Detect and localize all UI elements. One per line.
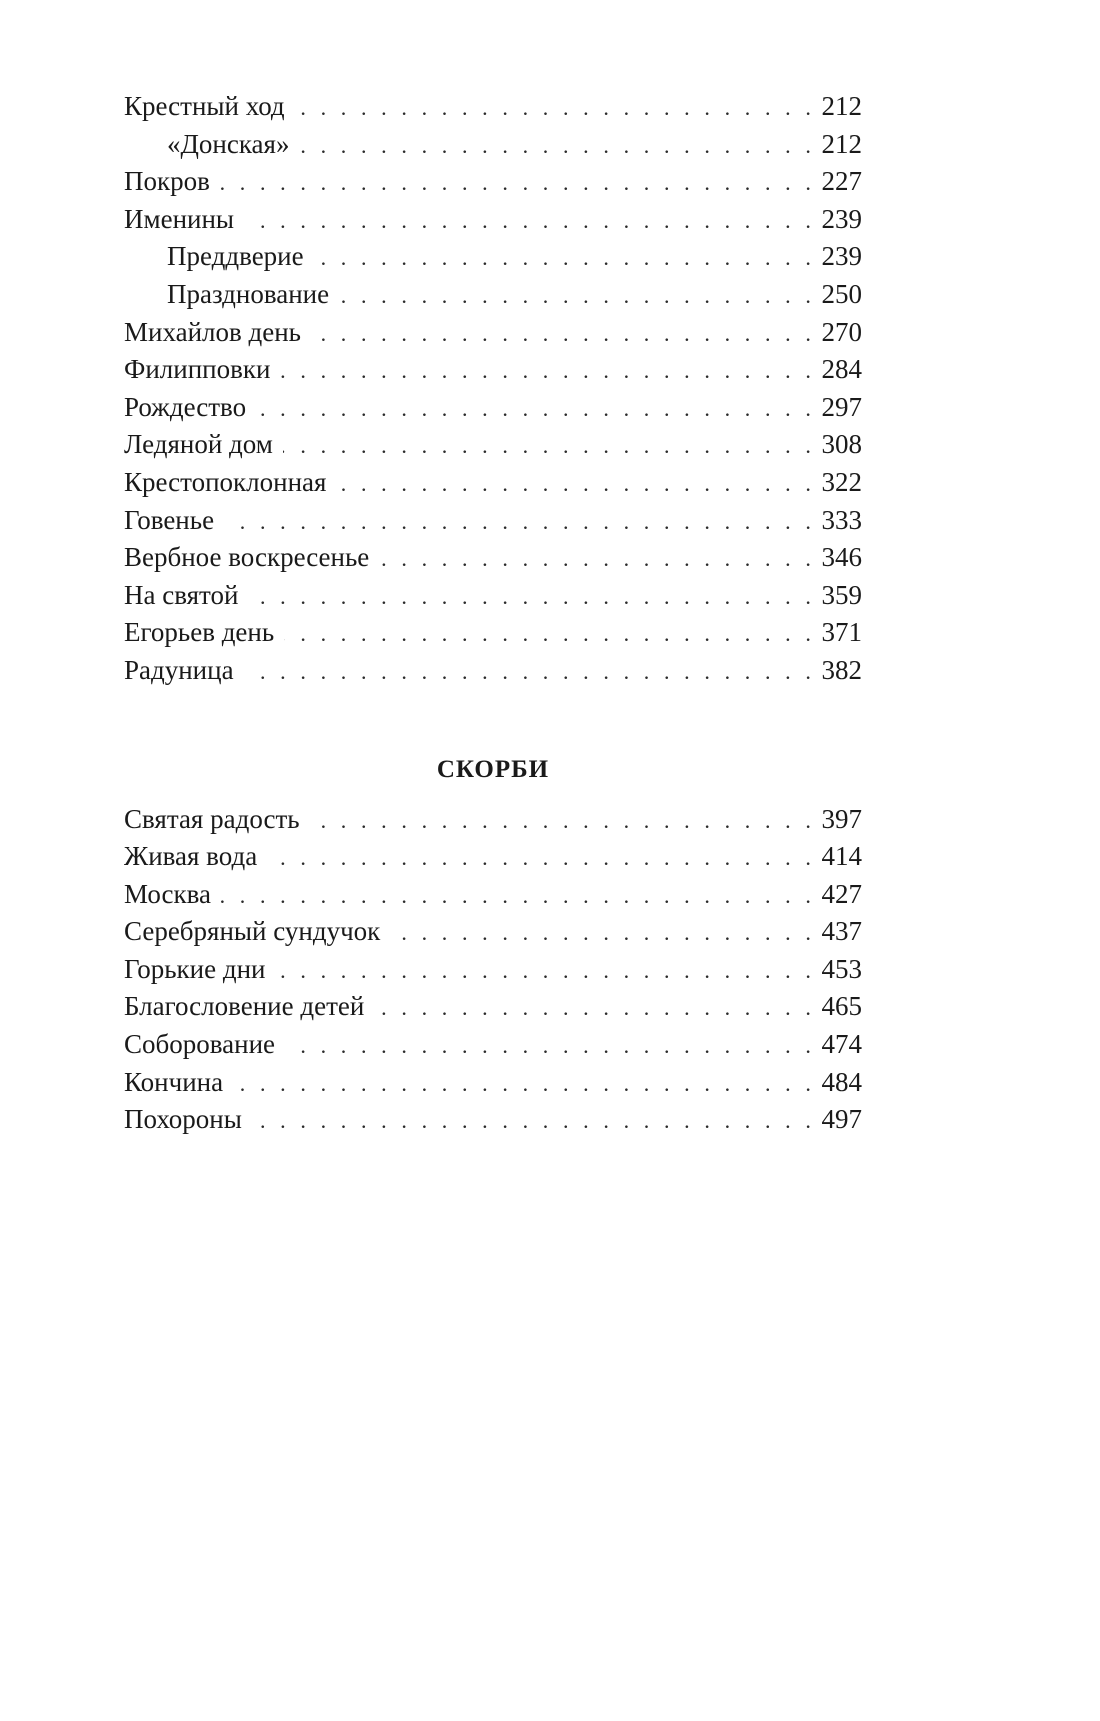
toc-entry[interactable]	[124, 238, 862, 276]
toc-entry[interactable]	[124, 1026, 862, 1064]
toc-dot-leader	[224, 503, 815, 541]
toc-dot-leader	[267, 839, 815, 877]
toc-entry-title: Живая вода	[124, 841, 258, 872]
toc-entry[interactable]	[124, 913, 862, 951]
toc-entry-title: Благословение детей	[124, 991, 365, 1022]
toc-entry-title: Именины	[124, 203, 235, 234]
toc-dot-leader	[220, 164, 816, 202]
toc-entry-page-number: 453	[821, 953, 862, 984]
toc-dot-leader	[374, 989, 815, 1027]
toc-entry[interactable]	[124, 276, 862, 314]
toc-entry-page-number: 474	[821, 1029, 862, 1060]
toc-entry[interactable]	[124, 426, 862, 464]
toc-entry[interactable]	[124, 88, 862, 126]
toc-entry[interactable]	[124, 126, 862, 164]
toc-entry[interactable]	[124, 614, 862, 652]
toc-entry-title: Покров	[124, 166, 210, 197]
toc-entry-title: Говенье	[124, 504, 215, 535]
toc-entry[interactable]	[124, 502, 862, 540]
toc-entry-page-number: 437	[821, 916, 862, 947]
toc-entry-page-number: 382	[821, 654, 862, 685]
toc-dot-leader	[339, 277, 815, 315]
toc-entry[interactable]	[124, 876, 862, 914]
toc-dot-leader	[379, 540, 815, 578]
toc-entry-page-number: 333	[821, 504, 862, 535]
toc-entry-page-number: 322	[821, 466, 862, 497]
toc-entry-title: Вербное воскресенье	[124, 542, 370, 573]
toc-entry-page-number: 414	[821, 841, 862, 872]
toc-entry-page-number: 227	[821, 166, 862, 197]
toc-entry-page-number: 270	[821, 316, 862, 347]
toc-dot-leader	[256, 390, 815, 428]
toc-entry[interactable]	[124, 1064, 862, 1102]
toc-entry-title: Егорьев день	[124, 617, 275, 648]
toc-dot-leader	[221, 877, 816, 915]
toc-entry-title: Филипповки	[124, 354, 271, 385]
toc-entry-title: Радуница	[124, 654, 234, 685]
toc-entry-page-number: 250	[821, 278, 862, 309]
toc-entry-title: Крестный ход	[124, 91, 285, 121]
toc-entry-page-number: 484	[821, 1066, 862, 1097]
toc-entry[interactable]	[124, 163, 862, 201]
toc-entry[interactable]	[124, 464, 862, 502]
toc-entry-page-number: 359	[821, 579, 862, 610]
toc-dot-leader	[299, 127, 815, 165]
toc-entry-title: Горькие дни	[124, 953, 266, 984]
toc-list-part-1	[124, 88, 862, 690]
toc-dot-leader	[311, 315, 816, 353]
toc-entry[interactable]	[124, 314, 862, 352]
toc-entry-title: На святой	[124, 579, 239, 610]
toc-entry-title: «Донская»	[167, 128, 290, 159]
toc-entry[interactable]	[124, 577, 862, 615]
toc-entry-page-number: 346	[821, 542, 862, 573]
toc-entry-title: Крестопоклонная	[124, 466, 327, 497]
toc-entry-page-number: 212	[821, 128, 862, 159]
toc-entry[interactable]	[124, 351, 862, 389]
toc-entry-title: Серебряный сундучок	[124, 916, 381, 947]
toc-entry-page-number: 239	[821, 203, 862, 234]
toc-entry-page-number: 397	[821, 803, 862, 834]
toc-entry[interactable]	[124, 539, 862, 577]
toc-dot-leader	[244, 653, 816, 691]
toc-entry-page-number: 308	[821, 429, 862, 460]
toc-entry[interactable]	[124, 838, 862, 876]
toc-dot-leader	[336, 465, 815, 503]
toc-entry[interactable]	[124, 389, 862, 427]
toc-entry[interactable]	[124, 201, 862, 239]
toc-entry-title: Празднование	[167, 278, 330, 309]
toc-entry-title: Рождество	[124, 391, 247, 422]
toc-entry-page-number: 239	[821, 241, 862, 272]
toc-dot-leader	[283, 427, 816, 465]
toc-entry-page-number: 465	[821, 991, 862, 1022]
toc-entry-title: Михайлов день	[124, 316, 301, 347]
toc-entry-page-number: 212	[821, 91, 862, 121]
toc-entry-page-number: 497	[821, 1104, 862, 1135]
toc-dot-leader	[248, 578, 815, 616]
toc-entry-title: Похороны	[124, 1104, 242, 1135]
toc-entry-title: Преддверие	[167, 241, 304, 272]
toc-entry-title: Москва	[124, 878, 211, 909]
toc-dot-leader	[276, 952, 816, 990]
toc-dot-leader	[284, 615, 815, 653]
toc-dot-leader	[233, 1065, 815, 1103]
toc-entry-title: Кончина	[124, 1066, 224, 1097]
toc-entry[interactable]	[124, 1101, 862, 1139]
toc-dot-leader	[295, 89, 816, 127]
toc-entry[interactable]	[124, 801, 862, 839]
toc-list-part-2	[124, 801, 862, 1139]
toc-entry[interactable]	[124, 988, 862, 1026]
toc-dot-leader	[244, 202, 815, 240]
toc-entry[interactable]	[124, 652, 862, 690]
toc-dot-leader	[252, 1102, 816, 1140]
toc-entry-page-number: 284	[821, 354, 862, 385]
toc-entry[interactable]	[124, 951, 862, 989]
toc-entry-title: Ледяной дом	[124, 429, 273, 460]
toc-dot-leader	[280, 352, 815, 390]
section-heading-skorbi: СКОРБИ	[436, 755, 550, 783]
toc-entry-page-number: 297	[821, 391, 862, 422]
table-of-contents-page	[124, 88, 862, 1139]
toc-dot-leader	[310, 802, 816, 840]
toc-entry-title: Святая радость	[124, 803, 300, 834]
toc-entry-page-number: 371	[821, 617, 862, 648]
toc-dot-leader	[390, 914, 815, 952]
toc-dot-leader	[285, 1027, 815, 1065]
toc-entry-title: Соборование	[124, 1029, 276, 1060]
toc-dot-leader	[314, 239, 816, 277]
toc-entry-page-number: 427	[821, 878, 862, 909]
